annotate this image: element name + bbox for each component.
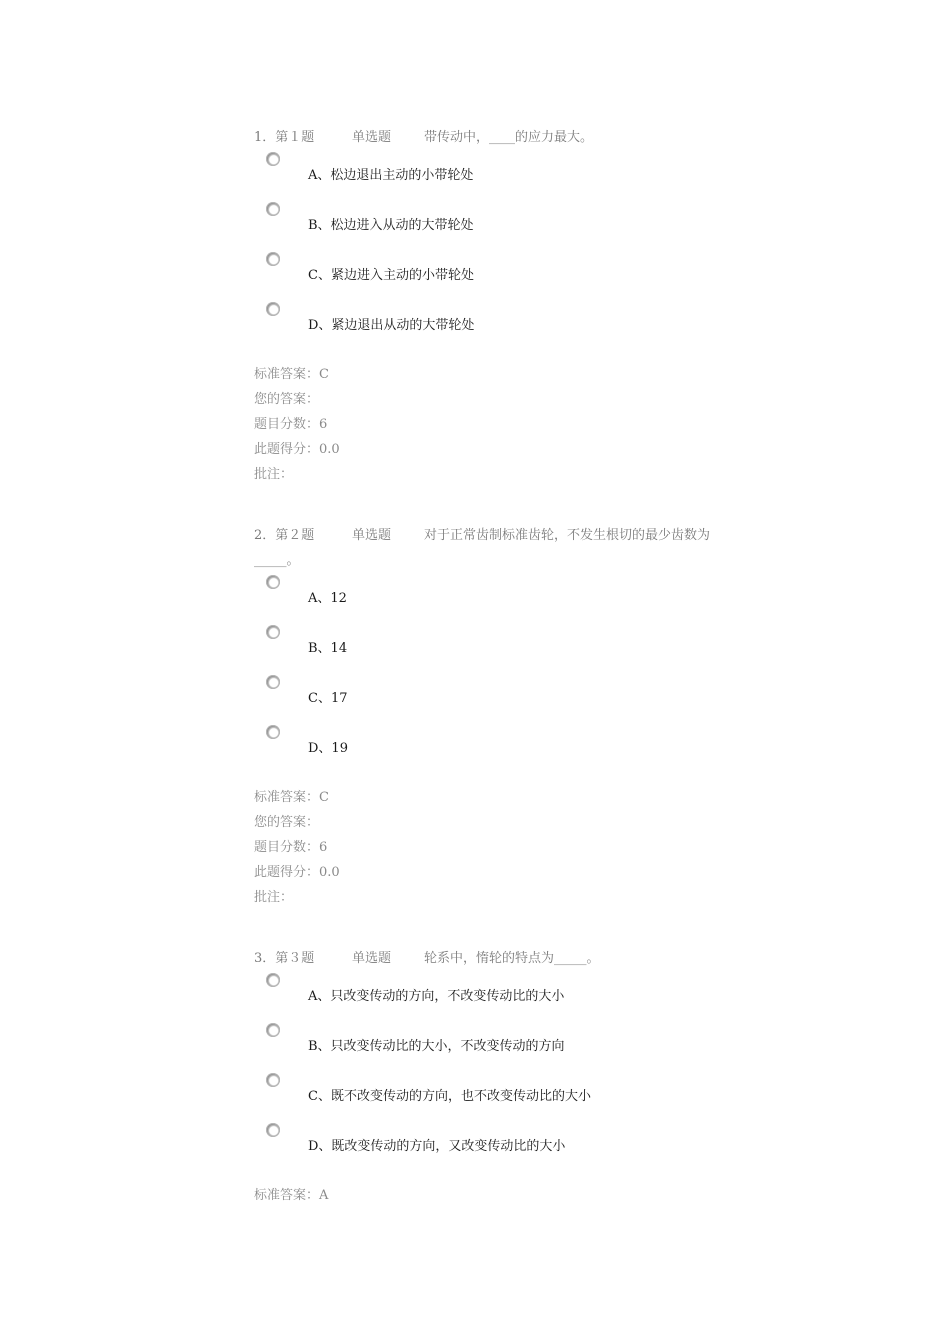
score: 此题得分：0.0 (254, 865, 340, 880)
question-header (254, 125, 714, 150)
question-stem: 轮系中，惰轮的特点为_____。 (424, 951, 600, 966)
option-a[interactable] (254, 573, 714, 623)
option-b[interactable] (254, 200, 714, 250)
question-header (254, 946, 714, 971)
question-stem: 带传动中，____的应力最大。 (424, 130, 594, 145)
option-label: B、松边进入从动的大带轮处 (308, 218, 474, 233)
option-d[interactable] (254, 723, 714, 773)
option-label: A、12 (308, 591, 347, 606)
option-label: A、松边退出主动的小带轮处 (308, 168, 474, 183)
question-stem: 对于正常齿制标准齿轮，不发生根切的最少齿数为_____。 (254, 528, 711, 568)
radio-button-icon[interactable] (266, 675, 280, 689)
option-label: D、既改变传动的方向，又改变传动比的大小 (308, 1139, 566, 1154)
option-c[interactable] (254, 250, 714, 300)
option-label: A、只改变传动的方向，不改变传动比的大小 (308, 989, 565, 1004)
full-score: 题目分数：6 (254, 417, 328, 432)
option-c[interactable] (254, 1071, 714, 1121)
comment: 批注： (254, 467, 294, 482)
radio-button-icon[interactable] (266, 152, 280, 166)
radio-button-icon[interactable] (266, 252, 280, 266)
radio-button-icon[interactable] (266, 202, 280, 216)
option-label: C、紧边进入主动的小带轮处 (308, 268, 474, 283)
option-a[interactable] (254, 971, 714, 1021)
option-label: B、只改变传动比的大小，不改变传动的方向 (308, 1039, 565, 1054)
question-number: 1．第１题 (254, 130, 315, 145)
standard-answer: 标准答案：C (254, 790, 329, 805)
standard-answer: 标准答案：A (254, 1188, 329, 1203)
option-label: D、19 (308, 741, 348, 756)
radio-button-icon[interactable] (266, 302, 280, 316)
question-type: 单选题 (352, 951, 392, 966)
radio-button-icon[interactable] (266, 1123, 280, 1137)
option-label: B、14 (308, 641, 348, 656)
option-d[interactable] (254, 1121, 714, 1171)
your-answer: 您的答案： (254, 815, 320, 830)
radio-button-icon[interactable] (266, 1023, 280, 1037)
question-2 (254, 523, 714, 910)
option-label: C、既不改变传动的方向，也不改变传动比的大小 (308, 1089, 591, 1104)
radio-button-icon[interactable] (266, 725, 280, 739)
question-1 (254, 125, 714, 487)
standard-answer: 标准答案：C (254, 367, 329, 382)
option-label: D、紧边退出从动的大带轮处 (308, 318, 475, 333)
radio-button-icon[interactable] (266, 625, 280, 639)
radio-button-icon[interactable] (266, 1073, 280, 1087)
question-number: 2．第２题 (254, 528, 315, 543)
radio-button-icon[interactable] (266, 973, 280, 987)
option-d[interactable] (254, 300, 714, 350)
radio-button-icon[interactable] (266, 575, 280, 589)
question-header (254, 523, 714, 573)
full-score: 题目分数：6 (254, 840, 328, 855)
question-3 (254, 946, 714, 1208)
option-c[interactable] (254, 673, 714, 723)
option-label: C、17 (308, 691, 348, 706)
question-type: 单选题 (352, 130, 392, 145)
score: 此题得分：0.0 (254, 442, 340, 457)
your-answer: 您的答案： (254, 392, 320, 407)
option-a[interactable] (254, 150, 714, 200)
question-type: 单选题 (352, 528, 392, 543)
option-b[interactable] (254, 1021, 714, 1071)
question-number: 3．第３题 (254, 951, 315, 966)
comment: 批注： (254, 890, 294, 905)
option-b[interactable] (254, 623, 714, 673)
